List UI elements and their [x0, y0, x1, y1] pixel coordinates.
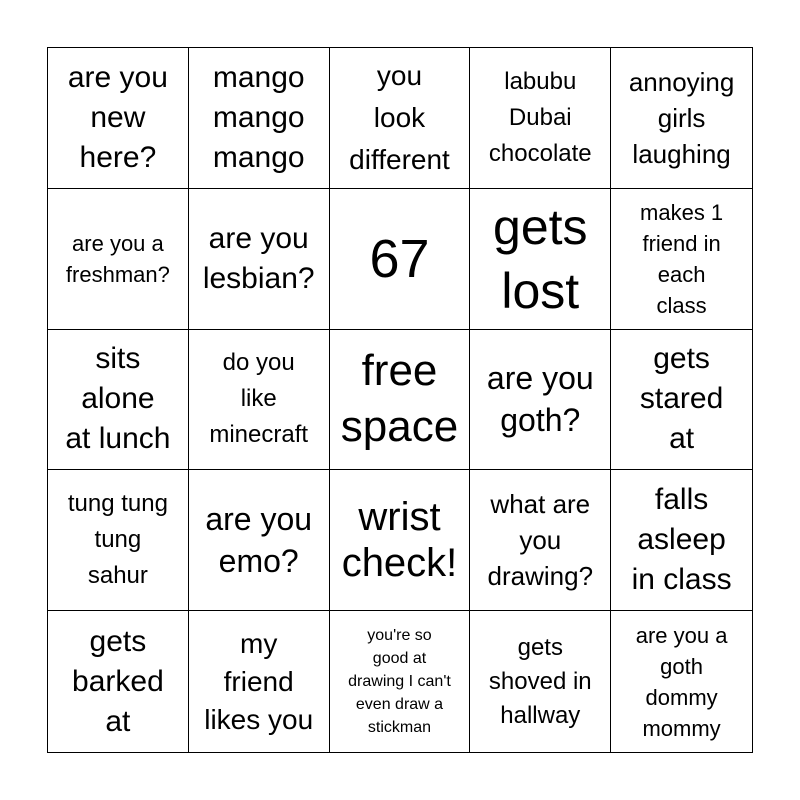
cell-text: are you new here? — [67, 60, 168, 174]
bingo-cell-r4c3[interactable] — [330, 470, 471, 611]
bingo-cell-r4c4[interactable] — [470, 470, 611, 611]
free-space-cell[interactable] — [330, 330, 471, 471]
bingo-cell-r3c4[interactable] — [470, 330, 611, 471]
bingo-cell-r2c4[interactable] — [470, 189, 611, 330]
bingo-cell-r5c2[interactable] — [189, 611, 330, 752]
cell-text: do you like minecraft — [209, 349, 309, 449]
cell-text: annoying girls laughing — [628, 66, 735, 169]
cell-text: wrist check! — [341, 495, 458, 586]
bingo-cell-r5c1[interactable] — [48, 611, 189, 752]
bingo-cell-r5c5[interactable] — [611, 611, 752, 752]
cell-text: are you lesbian? — [202, 221, 315, 295]
cell-text: my friend likes you — [204, 627, 314, 735]
cell-text: free space — [340, 346, 459, 452]
cell-text: you look different — [349, 59, 450, 175]
bingo-cell-r5c4[interactable] — [470, 611, 611, 752]
cell-text: sits alone at lunch — [65, 342, 171, 456]
bingo-cell-r4c5[interactable] — [611, 470, 752, 611]
cell-text: gets shoved in hallway — [488, 633, 592, 729]
bingo-cell-r3c1[interactable] — [48, 330, 189, 471]
bingo-cell-r4c2[interactable] — [189, 470, 330, 611]
cell-text: mango mango mango — [212, 60, 305, 174]
bingo-board — [47, 47, 753, 753]
cell-text: you're so good at drawing I can't even draw a stickman — [348, 627, 451, 737]
cell-text: are you emo? — [205, 501, 313, 580]
cell-text: are you goth? — [486, 360, 594, 439]
bingo-cell-r1c2[interactable] — [189, 48, 330, 189]
bingo-cell-r1c1[interactable] — [48, 48, 189, 189]
cell-text: makes 1 friend in each class — [640, 199, 724, 318]
cell-text: are you a goth dommy mommy — [635, 622, 728, 741]
cell-text: gets stared at — [639, 342, 724, 456]
cell-text: 67 — [369, 228, 430, 289]
cell-text: gets lost — [493, 198, 588, 319]
bingo-cell-r2c5[interactable] — [611, 189, 752, 330]
bingo-cell-r2c3[interactable] — [330, 189, 471, 330]
bingo-cell-r4c1[interactable] — [48, 470, 189, 611]
bingo-cell-r1c3[interactable] — [330, 48, 471, 189]
cell-text: gets barked at — [72, 624, 164, 738]
bingo-cell-r5c3[interactable] — [330, 611, 471, 752]
bingo-cell-r3c5[interactable] — [611, 330, 752, 471]
bingo-cell-r1c5[interactable] — [611, 48, 752, 189]
cell-text: are you a freshman? — [65, 230, 170, 287]
cell-text: what are you drawing? — [487, 489, 594, 592]
cell-text: falls asleep in class — [631, 483, 732, 597]
bingo-cell-r2c2[interactable] — [189, 189, 330, 330]
bingo-cell-r2c1[interactable] — [48, 189, 189, 330]
bingo-cell-r3c2[interactable] — [189, 330, 330, 471]
bingo-cell-r1c4[interactable] — [470, 48, 611, 189]
cell-text: tung tung tung sahur — [67, 490, 168, 590]
cell-text: labubu Dubai chocolate — [488, 67, 592, 167]
